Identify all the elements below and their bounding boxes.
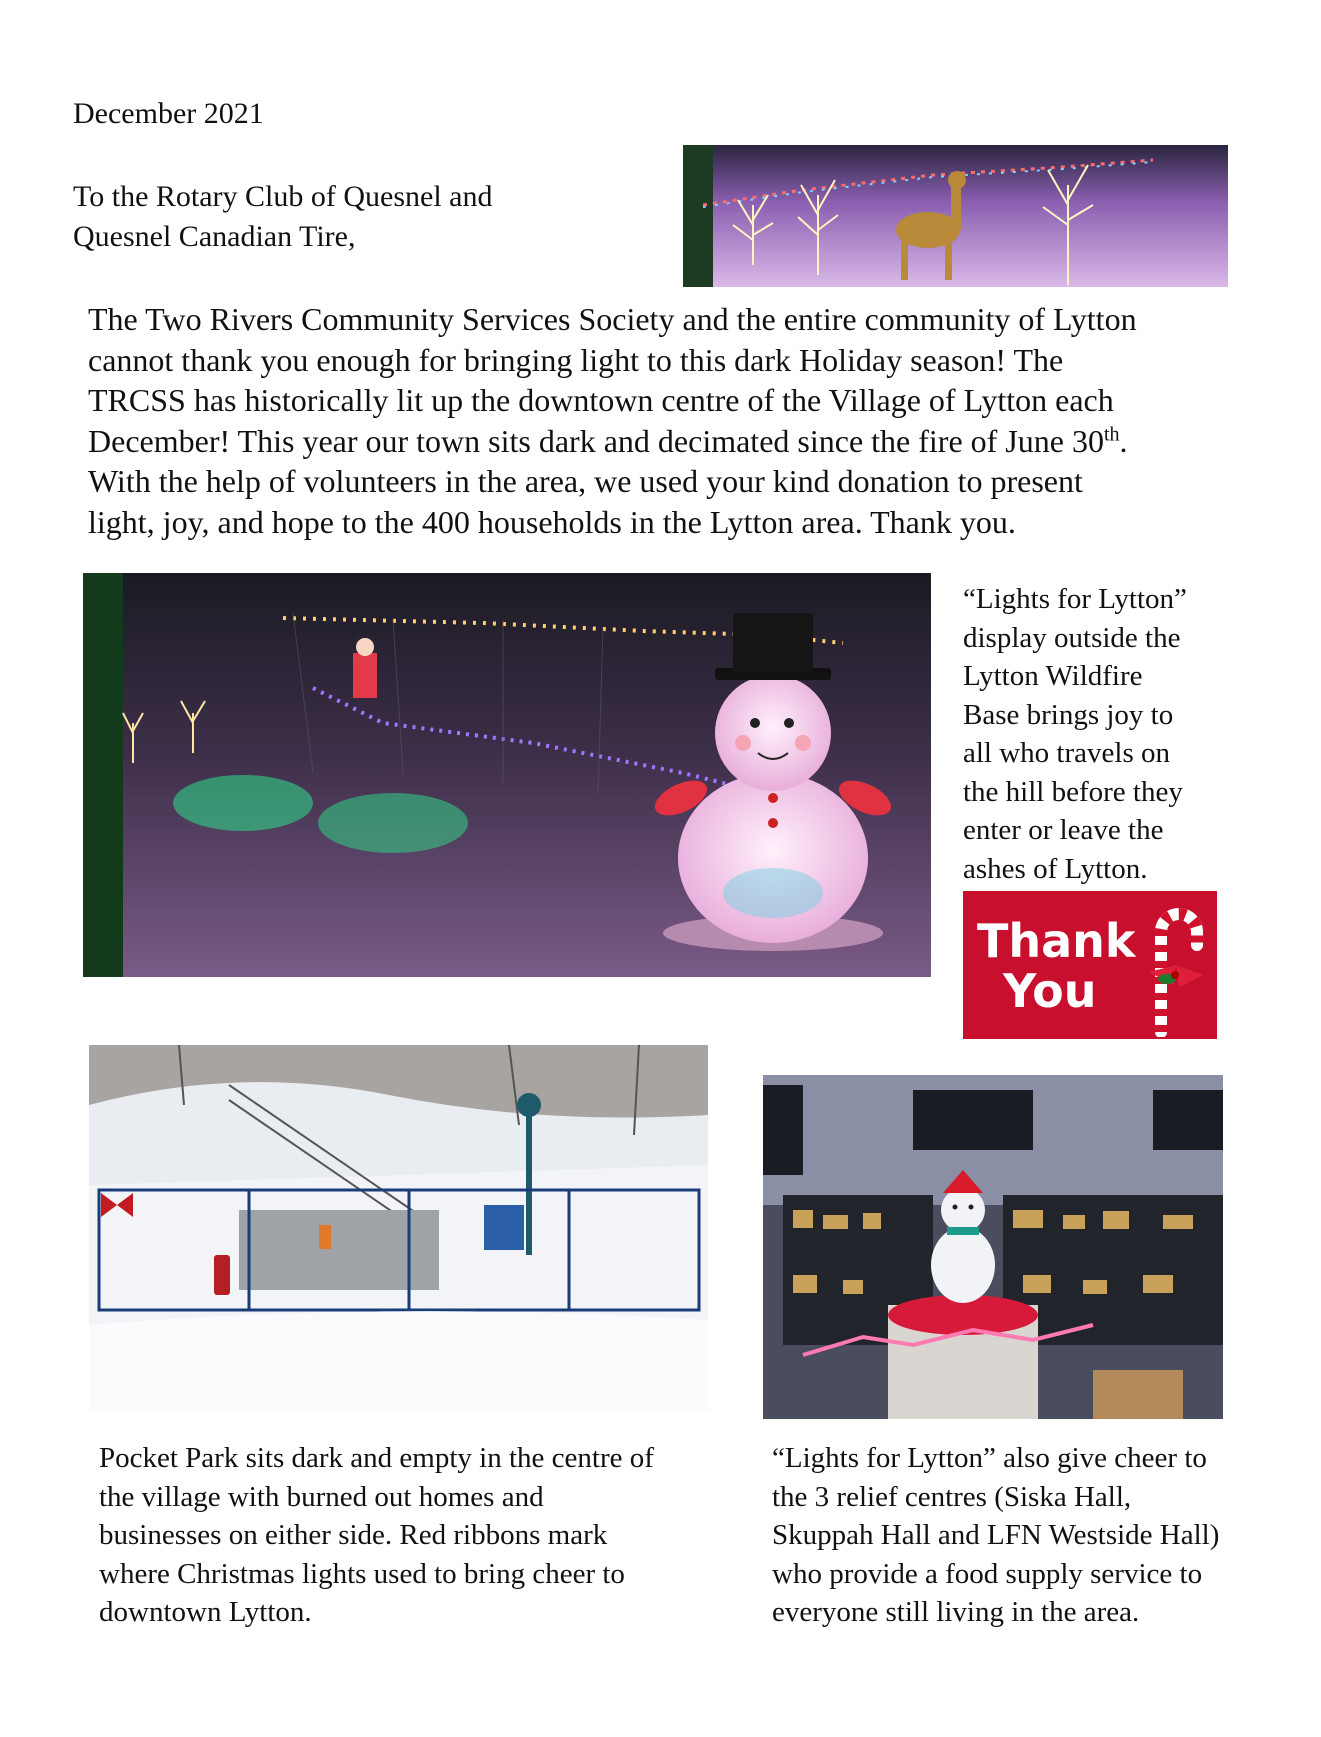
thank-you-line-2: You [1003,964,1097,1018]
body-line-3: TRCSS has historically lit up the downtown centre of the Village of Lytton each [88,382,1114,418]
thank-you-line-1: Thank [977,914,1136,968]
superscript-th: th [1103,422,1120,445]
salutation-line-2: Quesnel Canadian Tire, [73,220,356,253]
relief-centre-photo [763,1075,1223,1419]
letter-date: December 2021 [73,97,264,130]
reindeer-lights-photo [683,145,1228,287]
body-line-6: light, joy, and hope to the 400 households in the Lytton area. Thank you. [88,503,1016,540]
body-line-4: December! This year our town sits dark and decimated since the fire of June 30th. [88,422,1128,459]
body-line-5: With the help of volunteers in the area, we used your kind donation to present [88,463,1083,499]
candy-cane-icon [1131,897,1211,1037]
body-paragraph [88,299,1137,542]
salutation-line-1: To the Rotary Club of Quesnel and [73,180,493,213]
body-line-1: The Two Rivers Community Services Society and the entire community of Lytton [88,301,1137,337]
wildfire-base-caption: “Lights for Lytton” display outside the Lytton Wildfire Base brings joy to all who travels on the hill before they enter or leave the ashes of Lytton. [963,583,1187,885]
pocket-park-caption: Pocket Park sits dark and empty in the centre of the village with burned out homes and businesses on either side. Red ribbons mark where Christmas lights used to bring cheer to downtown Lytton. [99,1442,654,1628]
relief-centres-caption: “Lights for Lytton” also give cheer to the 3 relief centres (Siska Hall, Skuppah Hall and LFN Westside Hall) who provide a food supply service to everyone still living in the area. [772,1442,1220,1628]
thank-you-card [963,891,1217,1039]
snowman-display-photo [83,573,931,977]
body-line-2: cannot thank you enough for bringing light to this dark Holiday season! The [88,341,1064,378]
pocket-park-photo [89,1045,708,1411]
